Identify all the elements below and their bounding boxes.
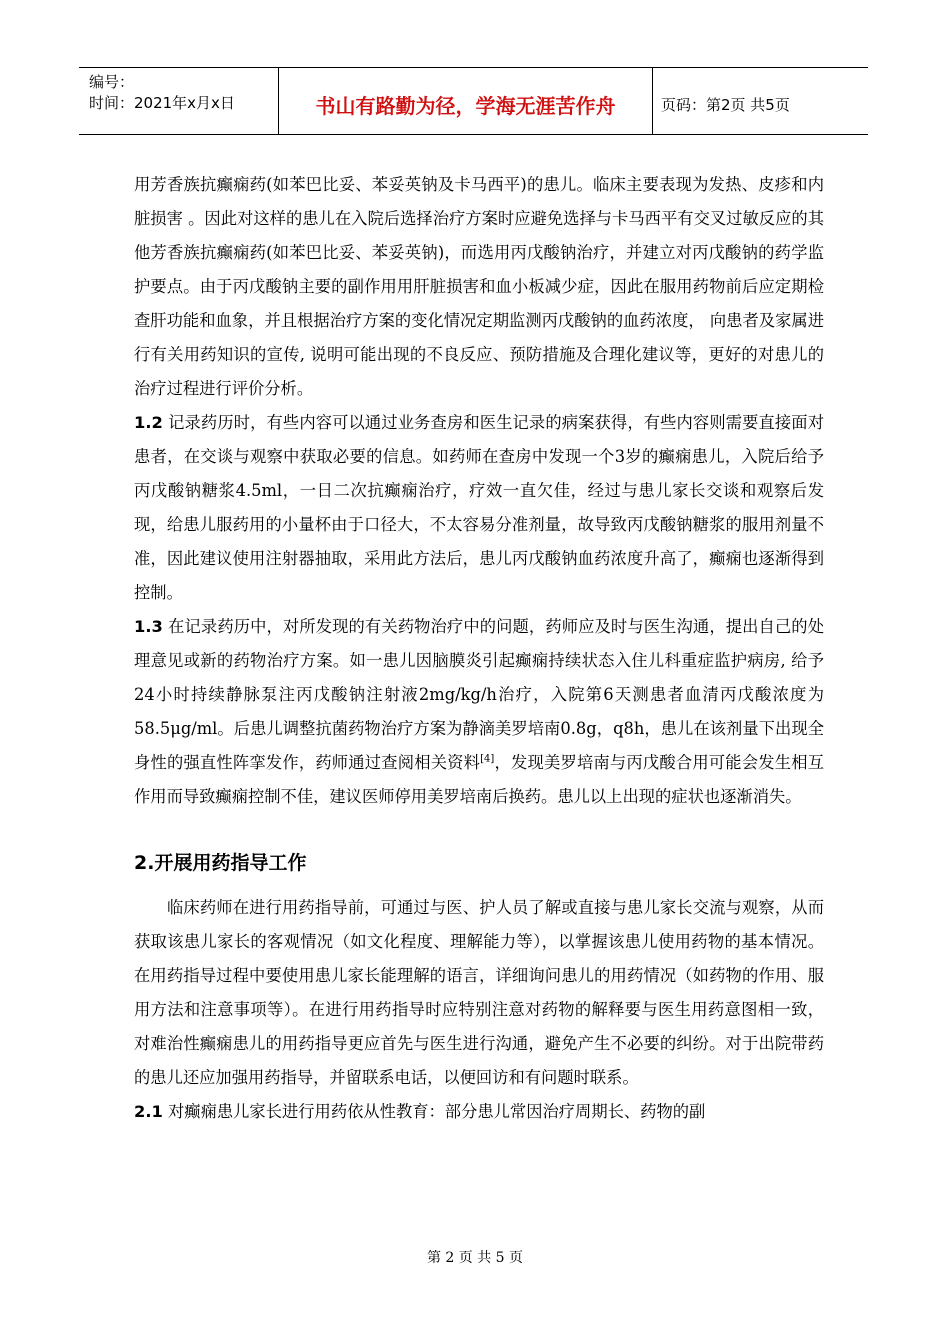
- page-footer: 第 2 页 共 5 页: [426, 1250, 524, 1266]
- paragraph-number: 1.3: [134, 617, 163, 636]
- document-date-label: 时间：2021年x月x日: [89, 94, 235, 112]
- header-page-label: 页码：第2页 共5页: [661, 95, 790, 114]
- paragraph-text: 在记录药历中，对所发现的有关药物治疗中的问题，药师应及时与医生沟通，提出自己的处理意见或新的药物治疗方案。如一患儿因脑膜炎引起癫痫持续状态入住儿科重症监护病房, 给予24小时持续静脉泵注丙戊酸钠注射液2mg/kg/h治疗，入院第6天测患者血清丙戊酸浓度为58.5μg/ml。后患儿调整抗菌药物治疗方案为静滴美罗培南0.8g，q8h，患儿在该剂量下出现全身性的强直性阵挛发作，药师通过查阅相关资料: [134, 617, 824, 772]
- document-code-label: 编号：: [89, 73, 135, 91]
- reference-marker[interactable]: [4]: [480, 753, 495, 765]
- header-left-cell: [79, 68, 279, 134]
- paragraph-text: ，发现美罗培南与丙戊酸合用可能会发生相互作用而导致癫痫控制不佳，建议医师停用美罗培南后换药。患儿以上出现的症状也逐渐消失。: [134, 753, 824, 806]
- paragraph-number: 2.1: [134, 1102, 163, 1121]
- header-motto: 书山有路勤为径，学海无涯苦作舟: [279, 68, 653, 134]
- header-table: [79, 67, 868, 135]
- section-title: 2.开展用药指导工作: [134, 852, 307, 874]
- paragraph-text: 记录药历时，有些内容可以通过业务查房和医生记录的病案获得，有些内容则需要直接面对患者，在交谈与观察中获取必要的信息。如药师在查房中发现一个3岁的癫痫患儿，入院后给予丙戊酸钠糖浆4.5ml，一日二次抗癫痫治疗，疗效一直欠佳，经过与患儿家长交谈和观察后发现，给患儿服药用的小量杯由于口径大，不太容易分准剂量，故导致丙戊酸钠糖浆的服用剂量不准，因此建议使用注射器抽取，采用此方法后，患儿丙戊酸钠血药浓度升高了，癫痫也逐渐得到控制。: [134, 413, 824, 602]
- paragraph-number: 1.2: [134, 413, 163, 432]
- paragraph-1-3: [134, 610, 824, 814]
- paragraph-2: 临床药师在进行用药指导前，可通过与医、护人员了解或直接与患儿家长交流与观察，从而获取该患儿家长的客观情况（如文化程度、理解能力等），以掌握该患儿使用药物的基本情况。在用药指导过程中要使用患儿家长能理解的语言，详细询问患儿的用药情况（如药物的作用、服用方法和注意事项等）。在进行用药指导时应特别注意对药物的解释要与医生用药意图相一致，对难治性癫痫患儿的用药指导更应首先与医生进行沟通，避免产生不必要的纠纷。对于出院带药的患儿还应加强用药指导，并留联系电话，以便回访和有问题时联系。: [134, 898, 824, 1087]
- paragraph-1-2: [134, 406, 824, 610]
- document-body: [134, 168, 824, 1129]
- paragraph-1: 用芳香族抗癫痫药(如苯巴比妥、苯妥英钠及卡马西平)的患儿。临床主要表现为发热、皮疹和内脏损害 。因此对这样的患儿在入院后选择治疗方案时应避免选择与卡马西平有交叉过敏反应的其他芳香族抗癫痫药(如苯巴比妥、苯妥英钠)，而选用丙戊酸钠治疗，并建立对丙戊酸钠的药学监护要点。由于丙戊酸钠主要的副作用用肝脏损害和血小板减少症，因此在服用药物前后应定期检查肝功能和血象，并且根据治疗方案的变化情况定期监测丙戊酸钠的血药浓度， 向患者及家属进行有关用药知识的宣传, 说明可能出现的不良反应、预防措施及合理化建议等，更好的对患儿的治疗过程进行评价分析。: [134, 175, 824, 398]
- paragraph-2-1: [134, 1095, 824, 1129]
- paragraph-text: 对癫痫患儿家长进行用药依从性教育：部分患儿常因治疗周期长、药物的副: [162, 1102, 706, 1121]
